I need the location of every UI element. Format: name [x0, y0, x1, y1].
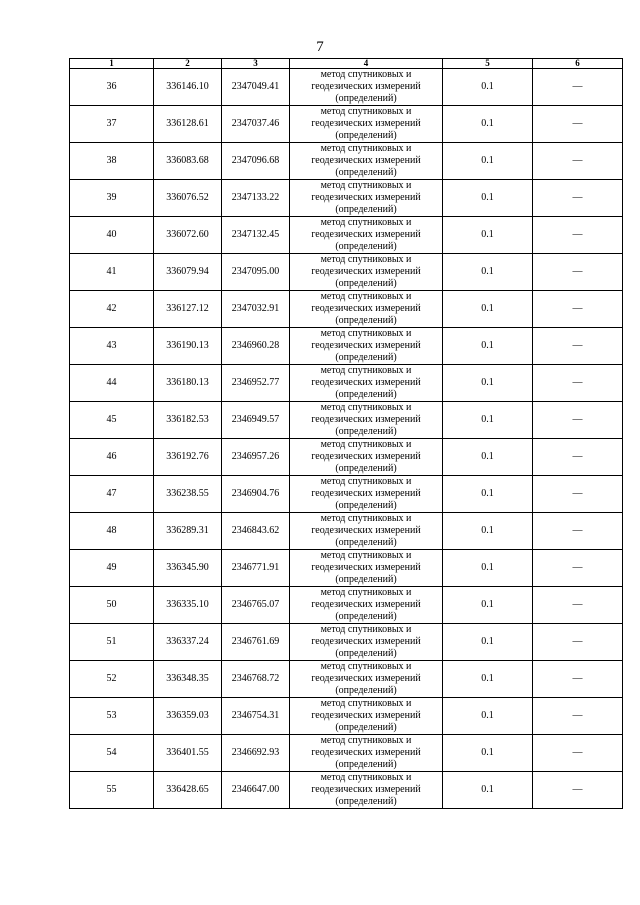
coordinate-x-cell: 336146.10	[154, 69, 222, 106]
coordinate-x-cell: 336359.03	[154, 698, 222, 735]
method-line: (определений)	[335, 685, 397, 696]
table-row	[70, 402, 623, 439]
method-line: метод спутниковых и	[320, 106, 412, 117]
method-line: метод спутниковых и	[320, 328, 412, 339]
method-line: метод спутниковых и	[320, 772, 412, 783]
table-row	[70, 698, 623, 735]
coordinate-y-cell: 2347095.00	[222, 254, 290, 291]
note-cell: —	[533, 587, 623, 624]
coordinate-x-cell: 336190.13	[154, 328, 222, 365]
coordinate-x-cell: 336127.12	[154, 291, 222, 328]
method-line: метод спутниковых и	[320, 402, 412, 413]
coordinate-x-cell: 336072.60	[154, 217, 222, 254]
method-line: метод спутниковых и	[320, 513, 412, 524]
accuracy-cell: 0.1	[443, 624, 533, 661]
method-line: метод спутниковых и	[320, 698, 412, 709]
note-cell: —	[533, 772, 623, 809]
coordinate-x-cell: 336128.61	[154, 106, 222, 143]
note-cell: —	[533, 106, 623, 143]
method-line: (определений)	[335, 204, 397, 215]
table-row	[70, 550, 623, 587]
accuracy-cell: 0.1	[443, 254, 533, 291]
coordinate-x-cell: 336192.76	[154, 439, 222, 476]
coordinate-y-cell: 2347032.91	[222, 291, 290, 328]
table-row	[70, 106, 623, 143]
coordinate-x-cell: 336180.13	[154, 365, 222, 402]
method-line: геодезических измерений	[311, 377, 421, 388]
point-number-cell: 44	[70, 365, 154, 402]
method-line: (определений)	[335, 463, 397, 474]
table-row	[70, 439, 623, 476]
method-line: метод спутниковых и	[320, 661, 412, 672]
note-cell: —	[533, 439, 623, 476]
method-line: (определений)	[335, 500, 397, 511]
point-number-cell: 36	[70, 69, 154, 106]
method-line: (определений)	[335, 648, 397, 659]
method-line: (определений)	[335, 352, 397, 363]
coordinate-y-cell: 2346957.26	[222, 439, 290, 476]
coordinate-y-cell: 2346771.91	[222, 550, 290, 587]
table-row	[70, 476, 623, 513]
coordinate-x-cell: 336337.24	[154, 624, 222, 661]
table-row	[70, 180, 623, 217]
method-line: метод спутниковых и	[320, 735, 412, 746]
coordinate-y-cell: 2347049.41	[222, 69, 290, 106]
coordinate-x-cell: 336401.55	[154, 735, 222, 772]
table-row	[70, 143, 623, 180]
method-line: геодезических измерений	[311, 118, 421, 129]
method-line: геодезических измерений	[311, 599, 421, 610]
method-cell	[290, 661, 443, 698]
accuracy-cell: 0.1	[443, 180, 533, 217]
point-number-cell: 43	[70, 328, 154, 365]
point-number-cell: 48	[70, 513, 154, 550]
page-number: 7	[316, 39, 324, 55]
coordinate-y-cell: 2347133.22	[222, 180, 290, 217]
method-cell	[290, 106, 443, 143]
note-cell: —	[533, 217, 623, 254]
method-cell	[290, 772, 443, 809]
accuracy-cell: 0.1	[443, 365, 533, 402]
note-cell: —	[533, 254, 623, 291]
accuracy-cell: 0.1	[443, 439, 533, 476]
table-row	[70, 587, 623, 624]
note-cell: —	[533, 624, 623, 661]
method-line: геодезических измерений	[311, 710, 421, 721]
coordinate-y-cell: 2347037.46	[222, 106, 290, 143]
accuracy-cell: 0.1	[443, 550, 533, 587]
method-line: метод спутниковых и	[320, 217, 412, 228]
table-row	[70, 365, 623, 402]
accuracy-cell: 0.1	[443, 217, 533, 254]
coordinate-y-cell: 2346765.07	[222, 587, 290, 624]
method-line: геодезических измерений	[311, 747, 421, 758]
method-cell	[290, 365, 443, 402]
coordinate-x-cell: 336428.65	[154, 772, 222, 809]
method-line: метод спутниковых и	[320, 143, 412, 154]
accuracy-cell: 0.1	[443, 661, 533, 698]
accuracy-cell: 0.1	[443, 143, 533, 180]
method-line: метод спутниковых и	[320, 439, 412, 450]
point-number-cell: 41	[70, 254, 154, 291]
table-row	[70, 624, 623, 661]
method-line: (определений)	[335, 722, 397, 733]
method-line: (определений)	[335, 796, 397, 807]
table-row	[70, 735, 623, 772]
accuracy-cell: 0.1	[443, 698, 533, 735]
note-cell: —	[533, 180, 623, 217]
method-cell	[290, 698, 443, 735]
note-cell: —	[533, 69, 623, 106]
coordinate-y-cell: 2346754.31	[222, 698, 290, 735]
method-line: метод спутниковых и	[320, 291, 412, 302]
table-row	[70, 291, 623, 328]
method-cell	[290, 143, 443, 180]
note-cell: —	[533, 513, 623, 550]
table-row	[70, 513, 623, 550]
table-row	[70, 661, 623, 698]
coordinate-y-cell: 2346952.77	[222, 365, 290, 402]
method-line: геодезических измерений	[311, 562, 421, 573]
column-header: 3	[222, 59, 290, 69]
coordinate-y-cell: 2347096.68	[222, 143, 290, 180]
column-header: 4	[290, 59, 443, 69]
method-line: метод спутниковых и	[320, 550, 412, 561]
method-cell	[290, 254, 443, 291]
method-line: геодезических измерений	[311, 266, 421, 277]
note-cell: —	[533, 476, 623, 513]
method-line: геодезических измерений	[311, 192, 421, 203]
accuracy-cell: 0.1	[443, 513, 533, 550]
table-row	[70, 217, 623, 254]
point-number-cell: 47	[70, 476, 154, 513]
point-number-cell: 38	[70, 143, 154, 180]
coordinates-table	[69, 58, 623, 809]
method-line: метод спутниковых и	[320, 365, 412, 376]
method-cell	[290, 291, 443, 328]
method-cell	[290, 402, 443, 439]
note-cell: —	[533, 365, 623, 402]
note-cell: —	[533, 698, 623, 735]
note-cell: —	[533, 402, 623, 439]
method-cell	[290, 624, 443, 661]
column-header: 1	[70, 59, 154, 69]
method-line: геодезических измерений	[311, 673, 421, 684]
method-line: геодезических измерений	[311, 636, 421, 647]
column-header: 5	[443, 59, 533, 69]
accuracy-cell: 0.1	[443, 106, 533, 143]
coordinate-x-cell: 336345.90	[154, 550, 222, 587]
coordinate-x-cell: 336083.68	[154, 143, 222, 180]
table-row	[70, 328, 623, 365]
coordinate-y-cell: 2346843.62	[222, 513, 290, 550]
note-cell: —	[533, 328, 623, 365]
point-number-cell: 46	[70, 439, 154, 476]
accuracy-cell: 0.1	[443, 772, 533, 809]
accuracy-cell: 0.1	[443, 69, 533, 106]
point-number-cell: 37	[70, 106, 154, 143]
point-number-cell: 42	[70, 291, 154, 328]
coordinate-x-cell: 336335.10	[154, 587, 222, 624]
method-cell	[290, 513, 443, 550]
method-cell	[290, 180, 443, 217]
method-line: (определений)	[335, 241, 397, 252]
method-line: метод спутниковых и	[320, 587, 412, 598]
point-number-cell: 39	[70, 180, 154, 217]
method-line: (определений)	[335, 759, 397, 770]
method-line: геодезических измерений	[311, 488, 421, 499]
method-line: (определений)	[335, 574, 397, 585]
method-cell	[290, 587, 443, 624]
method-line: геодезических измерений	[311, 451, 421, 462]
method-line: (определений)	[335, 389, 397, 400]
method-line: геодезических измерений	[311, 340, 421, 351]
method-line: метод спутниковых и	[320, 69, 412, 80]
method-line: (определений)	[335, 315, 397, 326]
point-number-cell: 55	[70, 772, 154, 809]
method-line: (определений)	[335, 93, 397, 104]
note-cell: —	[533, 550, 623, 587]
coordinate-y-cell: 2346647.00	[222, 772, 290, 809]
point-number-cell: 52	[70, 661, 154, 698]
method-line: (определений)	[335, 130, 397, 141]
coordinate-y-cell: 2346949.57	[222, 402, 290, 439]
table-header-row	[70, 59, 623, 69]
method-line: (определений)	[335, 167, 397, 178]
coordinate-x-cell: 336289.31	[154, 513, 222, 550]
coordinate-x-cell: 336238.55	[154, 476, 222, 513]
point-number-cell: 50	[70, 587, 154, 624]
method-cell	[290, 550, 443, 587]
accuracy-cell: 0.1	[443, 476, 533, 513]
note-cell: —	[533, 291, 623, 328]
accuracy-cell: 0.1	[443, 735, 533, 772]
point-number-cell: 51	[70, 624, 154, 661]
method-line: метод спутниковых и	[320, 476, 412, 487]
method-line: геодезических измерений	[311, 303, 421, 314]
note-cell: —	[533, 143, 623, 180]
method-cell	[290, 476, 443, 513]
coordinate-x-cell: 336182.53	[154, 402, 222, 439]
table-body	[70, 69, 623, 809]
point-number-cell: 40	[70, 217, 154, 254]
coordinate-y-cell: 2347132.45	[222, 217, 290, 254]
method-cell	[290, 439, 443, 476]
column-header: 2	[154, 59, 222, 69]
method-line: геодезических измерений	[311, 414, 421, 425]
table-row	[70, 69, 623, 106]
method-line: метод спутниковых и	[320, 254, 412, 265]
accuracy-cell: 0.1	[443, 328, 533, 365]
point-number-cell: 45	[70, 402, 154, 439]
table-row	[70, 772, 623, 809]
point-number-cell: 53	[70, 698, 154, 735]
method-line: (определений)	[335, 611, 397, 622]
method-cell	[290, 328, 443, 365]
method-line: геодезических измерений	[311, 229, 421, 240]
method-line: (определений)	[335, 537, 397, 548]
coordinate-x-cell: 336079.94	[154, 254, 222, 291]
table-row	[70, 254, 623, 291]
coordinate-y-cell: 2346768.72	[222, 661, 290, 698]
method-line: (определений)	[335, 426, 397, 437]
point-number-cell: 54	[70, 735, 154, 772]
method-line: геодезических измерений	[311, 784, 421, 795]
method-line: метод спутниковых и	[320, 624, 412, 635]
coordinate-x-cell: 336348.35	[154, 661, 222, 698]
column-header: 6	[533, 59, 623, 69]
note-cell: —	[533, 735, 623, 772]
method-cell	[290, 217, 443, 254]
coordinate-y-cell: 2346761.69	[222, 624, 290, 661]
method-cell	[290, 69, 443, 106]
method-line: геодезических измерений	[311, 155, 421, 166]
coordinate-x-cell: 336076.52	[154, 180, 222, 217]
accuracy-cell: 0.1	[443, 587, 533, 624]
method-cell	[290, 735, 443, 772]
method-line: геодезических измерений	[311, 81, 421, 92]
note-cell: —	[533, 661, 623, 698]
point-number-cell: 49	[70, 550, 154, 587]
method-line: метод спутниковых и	[320, 180, 412, 191]
accuracy-cell: 0.1	[443, 402, 533, 439]
method-line: (определений)	[335, 278, 397, 289]
method-line: геодезических измерений	[311, 525, 421, 536]
coordinate-y-cell: 2346960.28	[222, 328, 290, 365]
coordinate-y-cell: 2346692.93	[222, 735, 290, 772]
coordinate-y-cell: 2346904.76	[222, 476, 290, 513]
accuracy-cell: 0.1	[443, 291, 533, 328]
